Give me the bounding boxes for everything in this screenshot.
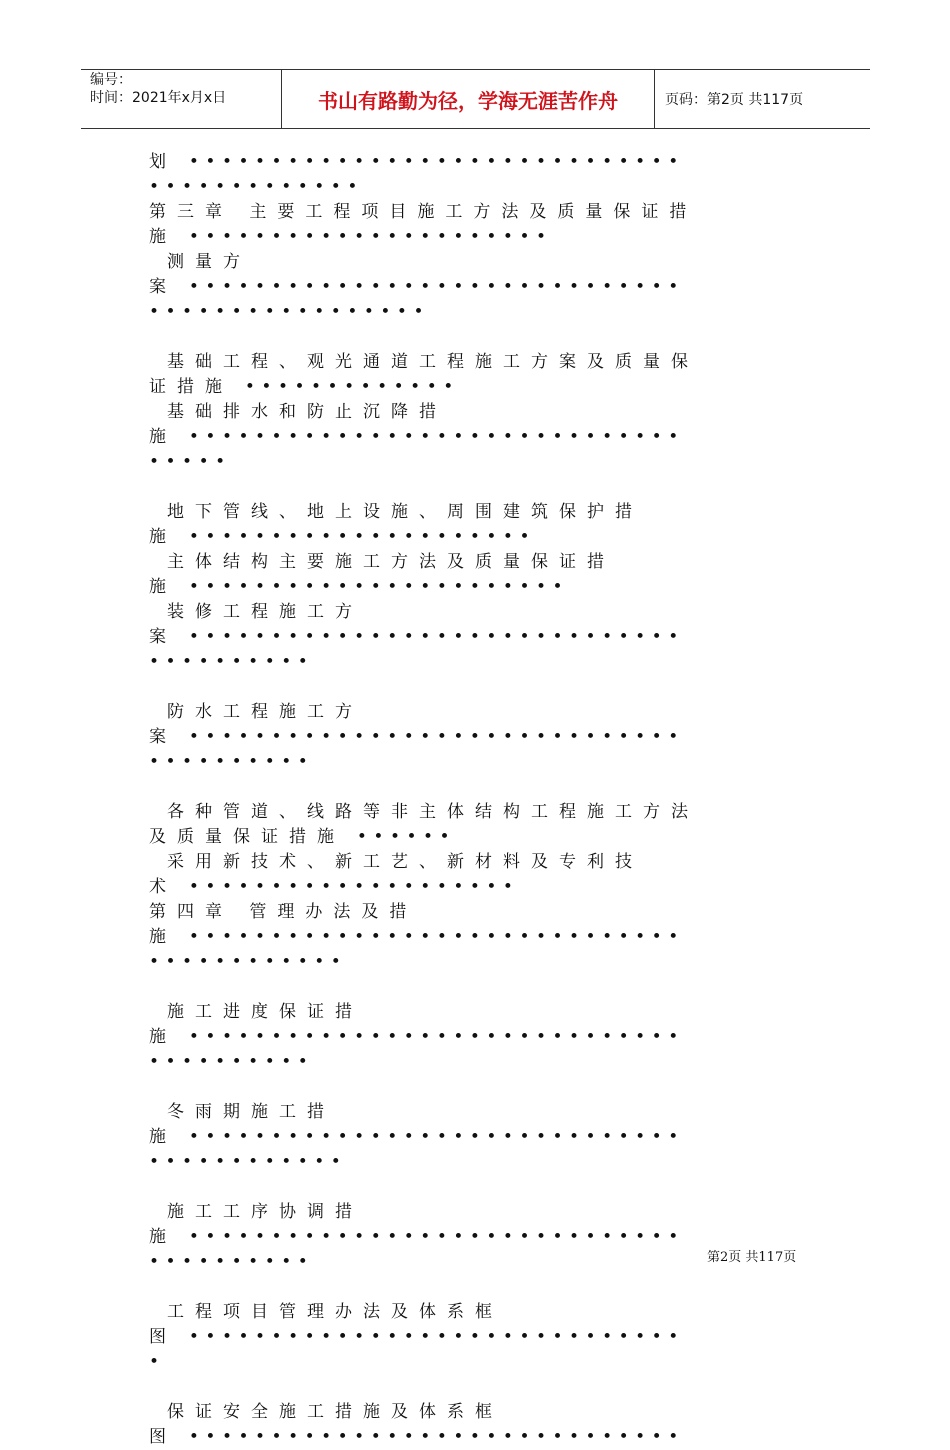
header-page-cell [655, 70, 870, 128]
toc-entry[interactable] [149, 500, 799, 550]
toc-line [149, 500, 799, 525]
toc-line [149, 575, 799, 600]
toc-leader-dots: •••••••••••••••••••••••••••••• [177, 927, 685, 947]
toc-leader-dots: ••••••••••••• [233, 377, 460, 397]
toc-leader-dots: •••••••••• [149, 752, 315, 772]
toc-line [149, 425, 799, 450]
time-label: 时间：2021年x月x日 [90, 90, 227, 106]
toc-line [149, 600, 799, 625]
toc-entry[interactable] [149, 850, 799, 900]
toc-spacer [149, 975, 799, 1000]
toc-line [149, 1325, 799, 1350]
toc-title-text: 防水工程施工方 [167, 702, 363, 722]
toc-line [149, 1350, 799, 1375]
toc-entry[interactable] [149, 700, 799, 800]
toc-line [149, 850, 799, 875]
toc-spacer [149, 775, 799, 800]
toc-title-text: 案 [149, 277, 177, 297]
toc-title-text: 施 [149, 1227, 177, 1247]
toc-line [149, 1300, 799, 1325]
toc-title-text: 基础工程、观光通道工程施工方案及质量保 [167, 352, 699, 372]
toc-leader-dots: •••••••••••••••••••••••••••••• [177, 627, 685, 647]
toc-line [149, 700, 799, 725]
toc-leader-dots: ••••••••••••••••••••• [177, 527, 536, 547]
toc-line [149, 925, 799, 950]
toc-leader-dots: •••••••••••••••••••••••••••••• [177, 1127, 685, 1147]
toc-line [149, 625, 799, 650]
toc-line [149, 1125, 799, 1150]
toc-leader-dots: •••••••••• [149, 1252, 315, 1272]
toc-title-text: 案 [149, 627, 177, 647]
toc-line [149, 900, 799, 925]
toc-title-text: 施 [149, 1127, 177, 1147]
toc-leader-dots: •••••••••••••••••••••••••••••• [177, 727, 685, 747]
toc-line [149, 1250, 799, 1275]
toc-title-text: 施 [149, 427, 177, 447]
header-motto-cell [282, 70, 655, 128]
toc-title-text: 第三章 主要工程项目施工方法及质量保证措 [149, 202, 698, 222]
toc-spacer [149, 1375, 799, 1400]
toc-leader-dots: •••••••••••• [149, 952, 348, 972]
toc-leader-dots: •••••••••••••••••••••••••••••• [177, 1427, 685, 1447]
toc-line [149, 1425, 799, 1450]
toc-leader-dots: •••••••••••• [149, 1152, 348, 1172]
toc-line [149, 175, 799, 200]
toc-spacer [149, 675, 799, 700]
toc-line [149, 875, 799, 900]
toc-line [149, 950, 799, 975]
toc-leader-dots: •••••••••• [149, 1052, 315, 1072]
table-of-contents [149, 150, 799, 1450]
page-footer: 第2页 共117页 [707, 1250, 797, 1265]
toc-line [149, 400, 799, 425]
toc-leader-dots: ••••••••••••••••• [149, 302, 430, 322]
toc-entry[interactable] [149, 1400, 799, 1450]
toc-title-text: 案 [149, 727, 177, 747]
toc-entry[interactable] [149, 900, 799, 1000]
toc-title-text: 施工工序协调措 [167, 1202, 363, 1222]
toc-line [149, 1225, 799, 1250]
toc-title-text: 证措施 [149, 377, 233, 397]
toc-line [149, 750, 799, 775]
toc-leader-dots: •••••••••••••••••••••••••••••• [177, 427, 685, 447]
toc-leader-dots: •••••••••••••••••••••••••••••• [177, 152, 685, 172]
toc-line [149, 200, 799, 225]
serial-label: 编号： [90, 72, 132, 88]
toc-line [149, 275, 799, 300]
toc-entry[interactable] [149, 200, 799, 250]
toc-title-text: 及质量保证措施 [149, 827, 345, 847]
header-meta-cell [81, 70, 282, 128]
toc-line [149, 725, 799, 750]
toc-title-text: 图 [149, 1427, 177, 1447]
toc-line [149, 1000, 799, 1025]
toc-line [149, 300, 799, 325]
toc-title-text: 采用新技术、新工艺、新材料及专利技 [167, 852, 643, 872]
toc-entry[interactable] [149, 400, 799, 500]
toc-spacer [149, 475, 799, 500]
toc-title-text: 测量方 [167, 252, 251, 272]
toc-line [149, 525, 799, 550]
toc-line [149, 1025, 799, 1050]
motto-text: 书山有路勤为径，学海无涯苦作舟 [318, 89, 618, 113]
toc-line [149, 800, 799, 825]
toc-leader-dots: •••••••••••••••••••••••••••••• [177, 1027, 685, 1047]
toc-title-text: 图 [149, 1327, 177, 1347]
toc-title-text: 冬雨期施工措 [167, 1102, 335, 1122]
toc-line [149, 225, 799, 250]
toc-leader-dots: ••••••••••••••••••••••• [177, 577, 570, 597]
toc-title-text: 施 [149, 227, 177, 247]
toc-entry[interactable] [149, 550, 799, 600]
toc-title-text: 工程项目管理办法及体系框 [167, 1302, 503, 1322]
toc-line [149, 650, 799, 675]
toc-leader-dots: •••••••••••••••••••• [177, 877, 520, 897]
toc-entry[interactable] [149, 1100, 799, 1200]
toc-line [149, 1150, 799, 1175]
toc-title-text: 划 [149, 152, 177, 172]
toc-title-text: 装修工程施工方 [167, 602, 363, 622]
toc-line [149, 150, 799, 175]
toc-leader-dots: •••••••••• [149, 652, 315, 672]
toc-leader-dots: ••••• [149, 452, 232, 472]
toc-title-text: 主体结构主要施工方法及质量保证措 [167, 552, 615, 572]
toc-title-text: 术 [149, 877, 177, 897]
toc-line [149, 1050, 799, 1075]
toc-leader-dots: ••••••••••••• [149, 177, 364, 197]
toc-line [149, 450, 799, 475]
toc-title-text: 施 [149, 527, 177, 547]
toc-entry[interactable] [149, 600, 799, 700]
toc-title-text: 施 [149, 1027, 177, 1047]
toc-leader-dots: •••••••••••••••••••••••••••••• [177, 1327, 685, 1347]
toc-entry[interactable] [149, 150, 799, 200]
toc-spacer [149, 1175, 799, 1200]
toc-title-text: 第四章 管理办法及措 [149, 902, 418, 922]
toc-entry[interactable] [149, 350, 799, 400]
toc-spacer [149, 1275, 799, 1300]
toc-title-text: 保证安全施工措施及体系框 [167, 1402, 503, 1422]
toc-line [149, 375, 799, 400]
toc-title-text: 各种管道、线路等非主体结构工程施工方法 [167, 802, 699, 822]
toc-entry[interactable] [149, 1300, 799, 1400]
toc-line [149, 1400, 799, 1425]
toc-leader-dots: •••••••••••••••••••••••••••••• [177, 277, 685, 297]
toc-spacer [149, 1075, 799, 1100]
toc-entry[interactable] [149, 1200, 799, 1300]
toc-leader-dots: • [149, 1352, 166, 1372]
toc-leader-dots: •••••••••••••••••••••• [177, 227, 553, 247]
toc-title-text: 基础排水和防止沉降措 [167, 402, 447, 422]
toc-line [149, 250, 799, 275]
toc-line [149, 1200, 799, 1225]
toc-spacer [149, 325, 799, 350]
toc-title-text: 施工进度保证措 [167, 1002, 363, 1022]
toc-title-text: 地下管线、地上设施、周围建筑保护措 [167, 502, 643, 522]
toc-line [149, 825, 799, 850]
header-page-label: 页码：第2页 共117页 [665, 92, 804, 108]
toc-title-text: 施 [149, 927, 177, 947]
toc-entry[interactable] [149, 1000, 799, 1100]
toc-leader-dots: •••••••••••••••••••••••••••••• [177, 1227, 685, 1247]
toc-title-text: 施 [149, 577, 177, 597]
toc-entry[interactable] [149, 250, 799, 350]
toc-leader-dots: •••••• [345, 827, 457, 847]
toc-entry[interactable] [149, 800, 799, 850]
toc-line [149, 350, 799, 375]
toc-line [149, 1100, 799, 1125]
header-table [81, 69, 870, 129]
toc-line [149, 550, 799, 575]
